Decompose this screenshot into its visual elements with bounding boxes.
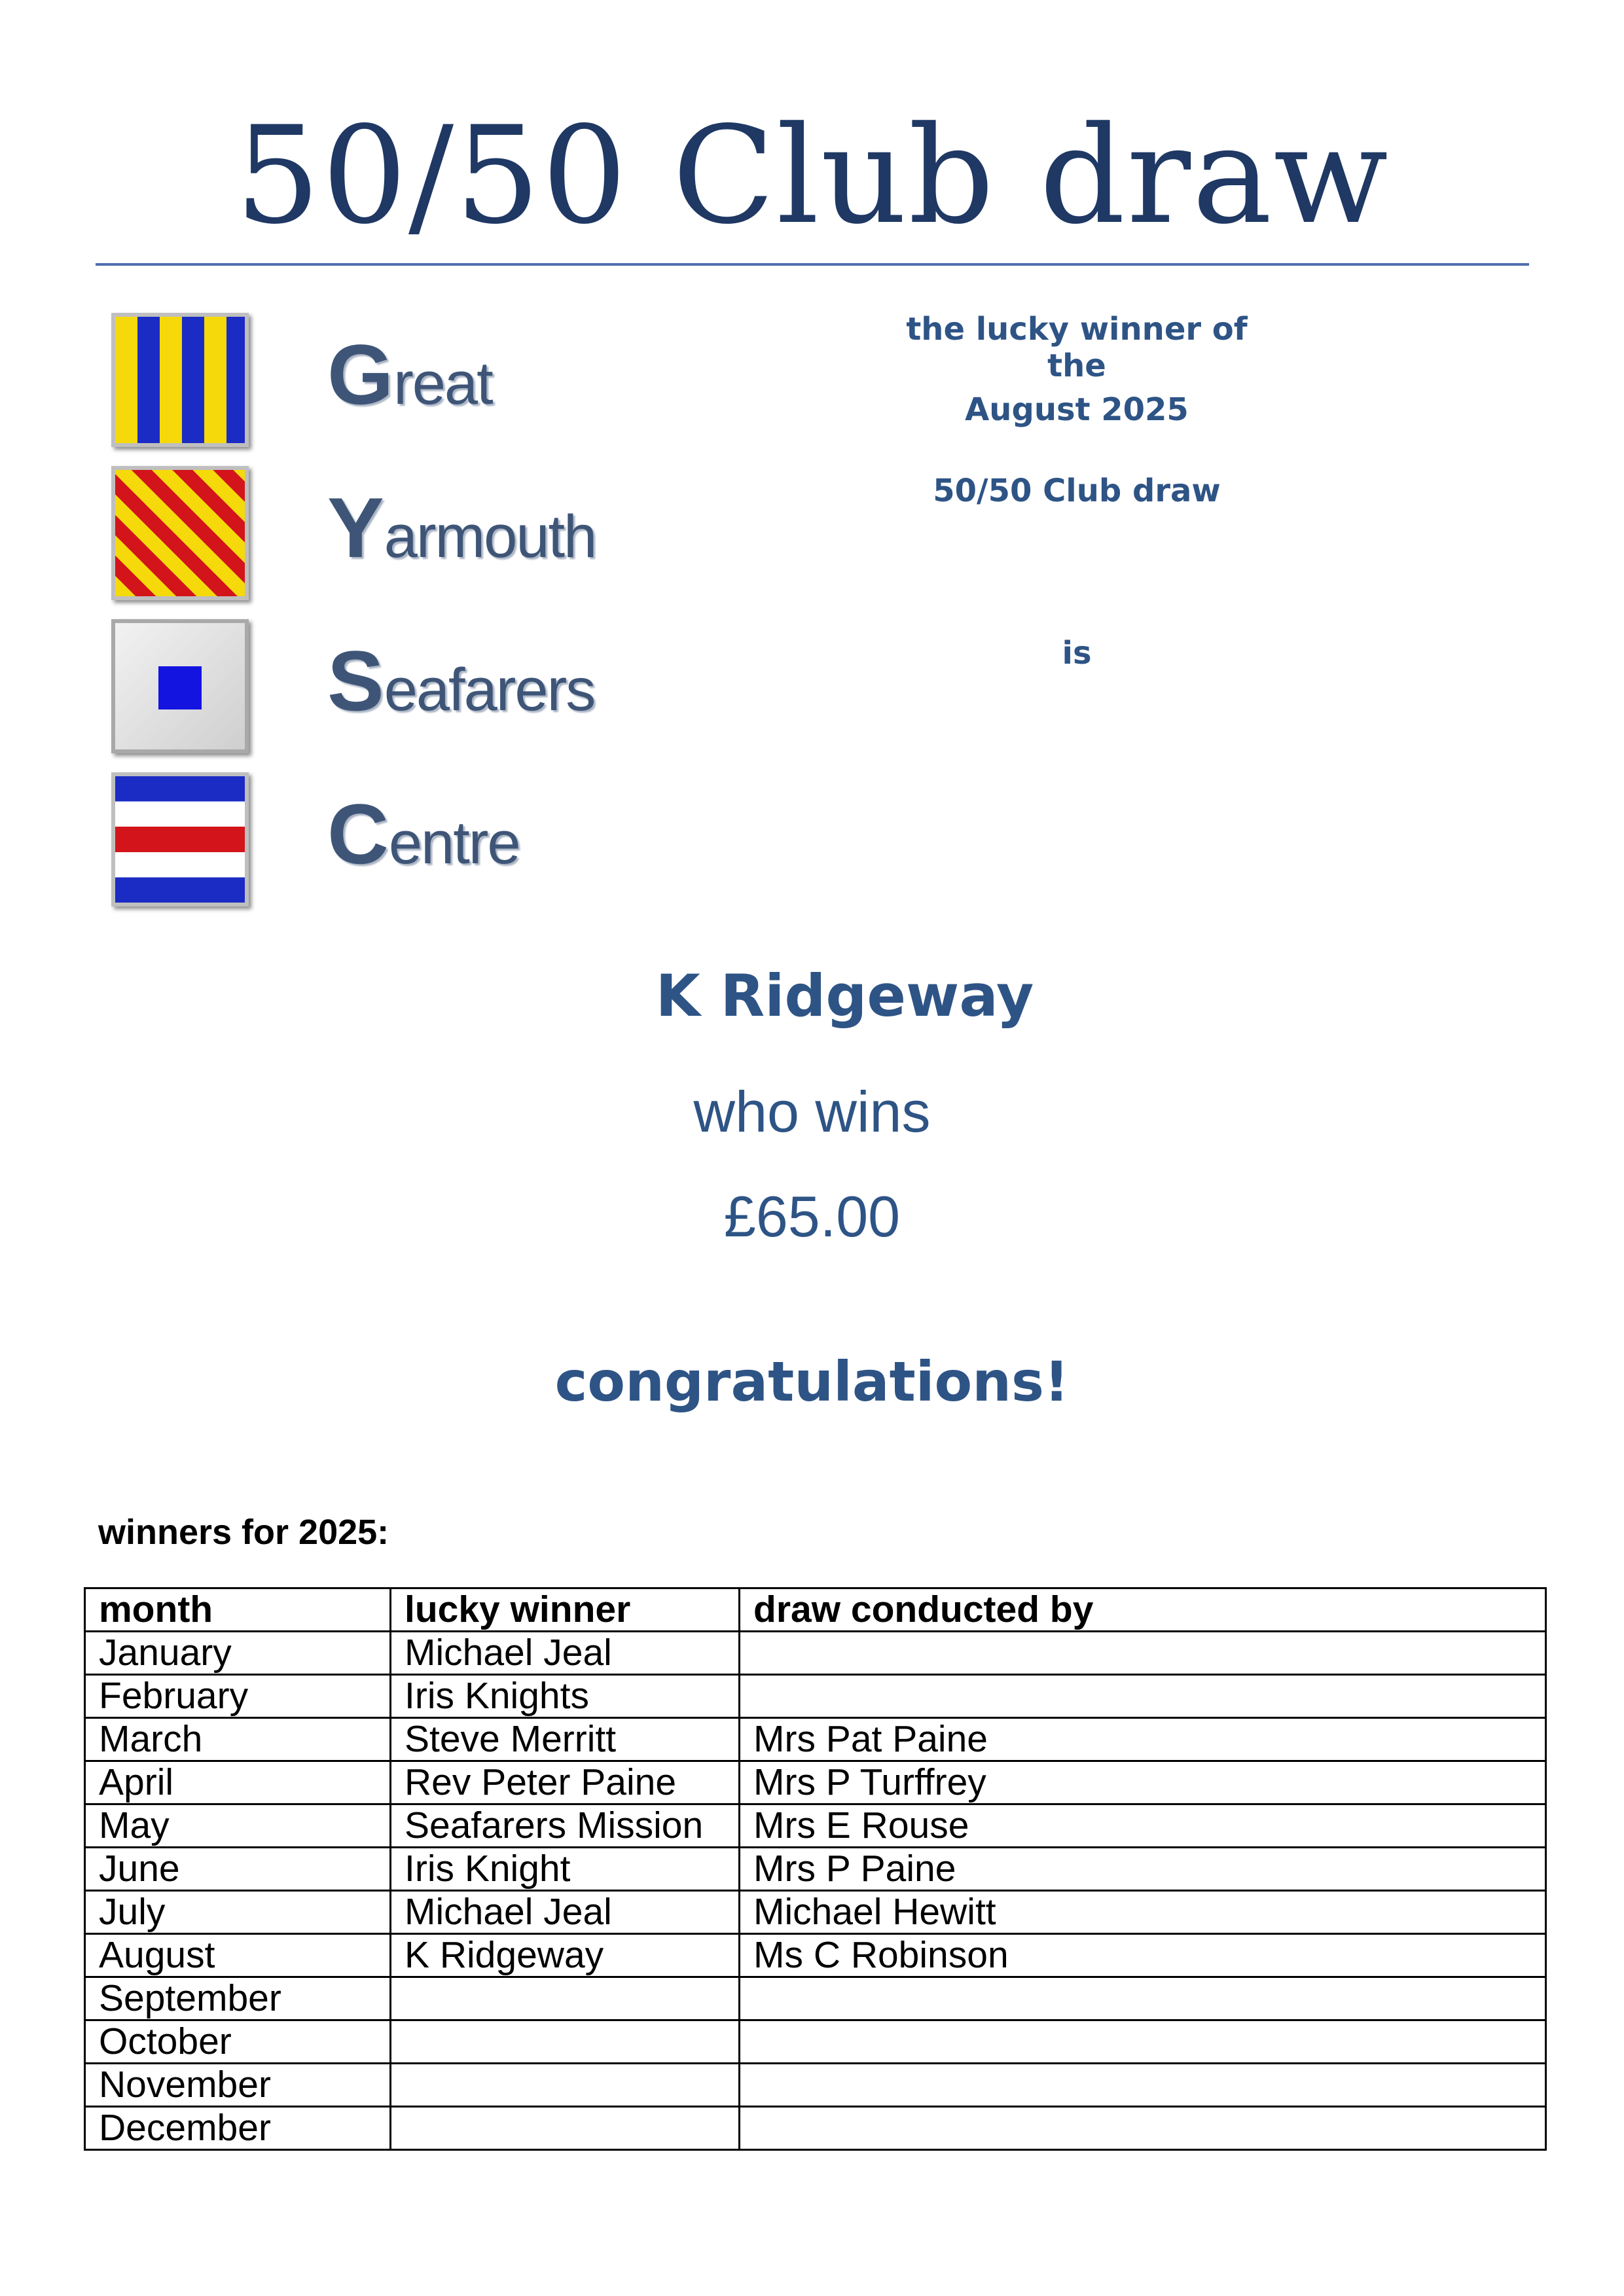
page-title: 50/50 Club draw — [235, 98, 1390, 254]
cell-month: February — [85, 1675, 391, 1718]
cell-month: December — [85, 2107, 391, 2150]
cell-draw-conducted-by — [740, 1675, 1546, 1718]
logo-word-centre: Centre — [327, 786, 520, 882]
winners-table — [84, 1587, 1547, 2151]
cell-month: September — [85, 1977, 391, 2020]
who-wins-text: who wins — [693, 1079, 931, 1144]
cell-month: July — [85, 1891, 391, 1934]
cell-lucky-winner: K Ridgeway — [391, 1934, 740, 1977]
prize-amount: £65.00 — [723, 1184, 901, 1249]
cell-lucky-winner — [391, 1977, 740, 2020]
logo-word-great: Great — [327, 327, 492, 422]
title-divider — [96, 263, 1529, 266]
cell-draw-conducted-by: Mrs Pat Paine — [740, 1718, 1546, 1761]
table-row — [85, 2064, 1546, 2107]
announcement-month: August 2025 — [965, 391, 1189, 428]
cell-lucky-winner: Iris Knights — [391, 1675, 740, 1718]
table-row — [85, 1761, 1546, 1804]
cell-lucky-winner — [391, 2107, 740, 2150]
cell-draw-conducted-by: Mrs E Rouse — [740, 1804, 1546, 1848]
signal-flag-y-icon — [111, 466, 249, 600]
announcement-is: is — [1062, 635, 1092, 672]
logo-word-yarmouth: Yarmouth — [327, 480, 596, 575]
cell-month: October — [85, 2020, 391, 2064]
cell-draw-conducted-by — [740, 2020, 1546, 2064]
signal-flag-c-icon — [111, 772, 249, 906]
cell-lucky-winner — [391, 2020, 740, 2064]
cell-month: March — [85, 1718, 391, 1761]
cell-lucky-winner: Iris Knight — [391, 1848, 740, 1891]
cell-lucky-winner — [391, 2064, 740, 2107]
cell-month: November — [85, 2064, 391, 2107]
cell-lucky-winner: Steve Merritt — [391, 1718, 740, 1761]
cell-month: May — [85, 1804, 391, 1848]
column-header-draw-conducted-by: draw conducted by — [740, 1588, 1546, 1632]
cell-draw-conducted-by: Ms C Robinson — [740, 1934, 1546, 1977]
announcement-draw-name: 50/50 Club draw — [933, 473, 1221, 509]
cell-lucky-winner: Michael Jeal — [391, 1891, 740, 1934]
signal-flag-s-icon — [111, 619, 249, 753]
table-row — [85, 1632, 1546, 1675]
winner-name: K Ridgeway — [655, 962, 1034, 1030]
cell-draw-conducted-by — [740, 2107, 1546, 2150]
table-row — [85, 2020, 1546, 2064]
table-row — [85, 1718, 1546, 1761]
cell-draw-conducted-by: Michael Hewitt — [740, 1891, 1546, 1934]
congratulations-text: congratulations! — [554, 1350, 1070, 1414]
column-header-lucky-winner: lucky winner — [391, 1588, 740, 1632]
table-row — [85, 2107, 1546, 2150]
cell-draw-conducted-by — [740, 1632, 1546, 1675]
table-header-row — [85, 1588, 1546, 1632]
cell-month: January — [85, 1632, 391, 1675]
table-row — [85, 1934, 1546, 1977]
table-row — [85, 1977, 1546, 2020]
table-row — [85, 1804, 1546, 1848]
cell-draw-conducted-by — [740, 2064, 1546, 2107]
cell-month: June — [85, 1848, 391, 1891]
cell-month: August — [85, 1934, 391, 1977]
table-row — [85, 1848, 1546, 1891]
cell-lucky-winner: Seafarers Mission — [391, 1804, 740, 1848]
cell-lucky-winner: Michael Jeal — [391, 1632, 740, 1675]
table-row — [85, 1891, 1546, 1934]
column-header-month: month — [85, 1588, 391, 1632]
cell-lucky-winner: Rev Peter Paine — [391, 1761, 740, 1804]
announcement-line-1: the lucky winner of the — [906, 311, 1248, 384]
cell-draw-conducted-by: Mrs P Paine — [740, 1848, 1546, 1891]
cell-draw-conducted-by — [740, 1977, 1546, 2020]
cell-month: April — [85, 1761, 391, 1804]
signal-flag-g-icon — [111, 313, 249, 447]
cell-draw-conducted-by: Mrs P Turffrey — [740, 1761, 1546, 1804]
logo-word-seafarers: Seafarers — [327, 633, 595, 728]
winners-table-heading: winners for 2025: — [98, 1513, 389, 1552]
table-row — [85, 1675, 1546, 1718]
